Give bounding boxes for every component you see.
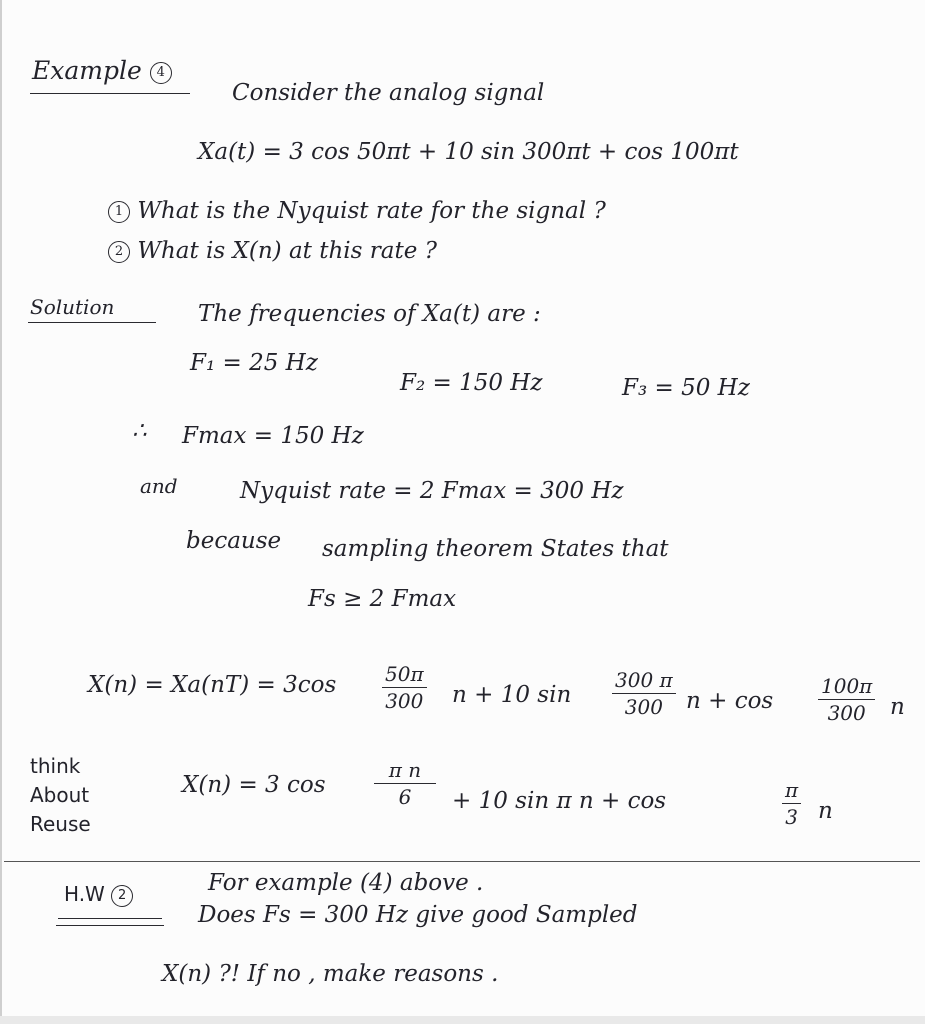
- eq1-lhs: X(n) = Xa(nT) = 3cos: [88, 672, 337, 698]
- eq2-middle: + 10 sin π n + cos: [452, 788, 667, 814]
- question-1-text: What is the Nyquist rate for the signal ?: [137, 198, 606, 224]
- question-2-text: What is X(n) at this rate ?: [137, 238, 437, 264]
- homework-line-3: X(n) ?! If no , make reasons .: [162, 961, 499, 987]
- eq2-f1-denominator: 6: [398, 785, 412, 809]
- eq1-middle-2: n + cos: [686, 688, 774, 714]
- eq1-f1-denominator: 300: [385, 689, 424, 713]
- example-title: [32, 58, 172, 84]
- side-note-line-3: Reuse: [30, 812, 91, 836]
- frequencies-intro: The frequencies of Xa(t) are :: [198, 301, 541, 327]
- eq1-f2-denominator: 300: [624, 695, 663, 719]
- eq2-fraction-1: [374, 760, 436, 807]
- frequency-f1: F₁ = 25 Hz: [190, 350, 318, 376]
- because-word: because: [186, 528, 282, 554]
- eq1-tail: n: [890, 694, 905, 720]
- homework-line-2: Does Fs = 300 Hz give good Sampled: [198, 902, 638, 928]
- frequency-f2: F₂ = 150 Hz: [400, 370, 543, 396]
- section-divider: [4, 861, 920, 862]
- eq1-f1-numerator: 50π: [385, 662, 424, 686]
- homework-underline-1: [58, 918, 162, 919]
- two-fmax: 2 Fmax: [369, 586, 457, 612]
- frequency-f3: F₃ = 50 Hz: [622, 375, 750, 401]
- homework-underline-2: [56, 925, 164, 926]
- homework-label-text: H.W: [64, 882, 105, 906]
- homework-number: 2: [111, 885, 133, 907]
- eq2-lhs: X(n) = 3 cos: [182, 772, 326, 798]
- nyquist-rate: Nyquist rate = 2 Fmax = 300 Hz: [240, 478, 624, 504]
- therefore-symbol: ∴: [132, 418, 147, 444]
- eq2-tail: n: [818, 798, 833, 824]
- eq1-f2-numerator: 300 π: [615, 668, 673, 692]
- fmax-value: Fmax = 150 Hz: [182, 423, 364, 449]
- example-number-badge: 4: [150, 62, 172, 84]
- and-word: and: [140, 474, 178, 498]
- theorem-statement: sampling theorem States that: [322, 536, 669, 562]
- eq1-fraction-3: [818, 676, 875, 723]
- eq1-fraction-1: [382, 664, 427, 711]
- solution-underline: [28, 322, 156, 323]
- page-edge: [0, 0, 2, 1024]
- sampling-condition: [308, 588, 456, 611]
- eq2-f1-numerator: π n: [388, 758, 422, 782]
- example-underline: [30, 93, 190, 94]
- side-note-line-1: think: [30, 754, 81, 778]
- greater-equal-sign: ≥: [343, 586, 363, 612]
- eq1-fraction-2: [612, 670, 676, 717]
- eq1-f3-denominator: 300: [827, 701, 866, 725]
- signal-equation: Xa(t) = 3 cos 50πt + 10 sin 300πt + cos 100πt: [198, 139, 739, 165]
- side-note: [30, 752, 91, 839]
- eq2-fraction-2: [782, 780, 801, 827]
- scan-bottom-edge: [0, 1016, 925, 1024]
- fs-symbol: Fs: [308, 586, 336, 612]
- homework-label: [64, 884, 133, 907]
- homework-line-1: For example (4) above .: [208, 870, 484, 896]
- eq1-f3-numerator: 100π: [821, 674, 873, 698]
- question-2: [108, 240, 437, 263]
- solution-label: Solution: [30, 295, 115, 319]
- question-1-number: 1: [108, 201, 130, 223]
- example-intro: Consider the analog signal: [232, 80, 545, 106]
- eq2-f2-denominator: 3: [785, 805, 798, 829]
- question-1: [108, 200, 606, 223]
- question-2-number: 2: [108, 241, 130, 263]
- side-note-line-2: About: [30, 783, 90, 807]
- eq2-f2-numerator: π: [785, 778, 799, 802]
- example-title-text: Example: [32, 56, 142, 85]
- eq1-middle-1: n + 10 sin: [452, 682, 572, 708]
